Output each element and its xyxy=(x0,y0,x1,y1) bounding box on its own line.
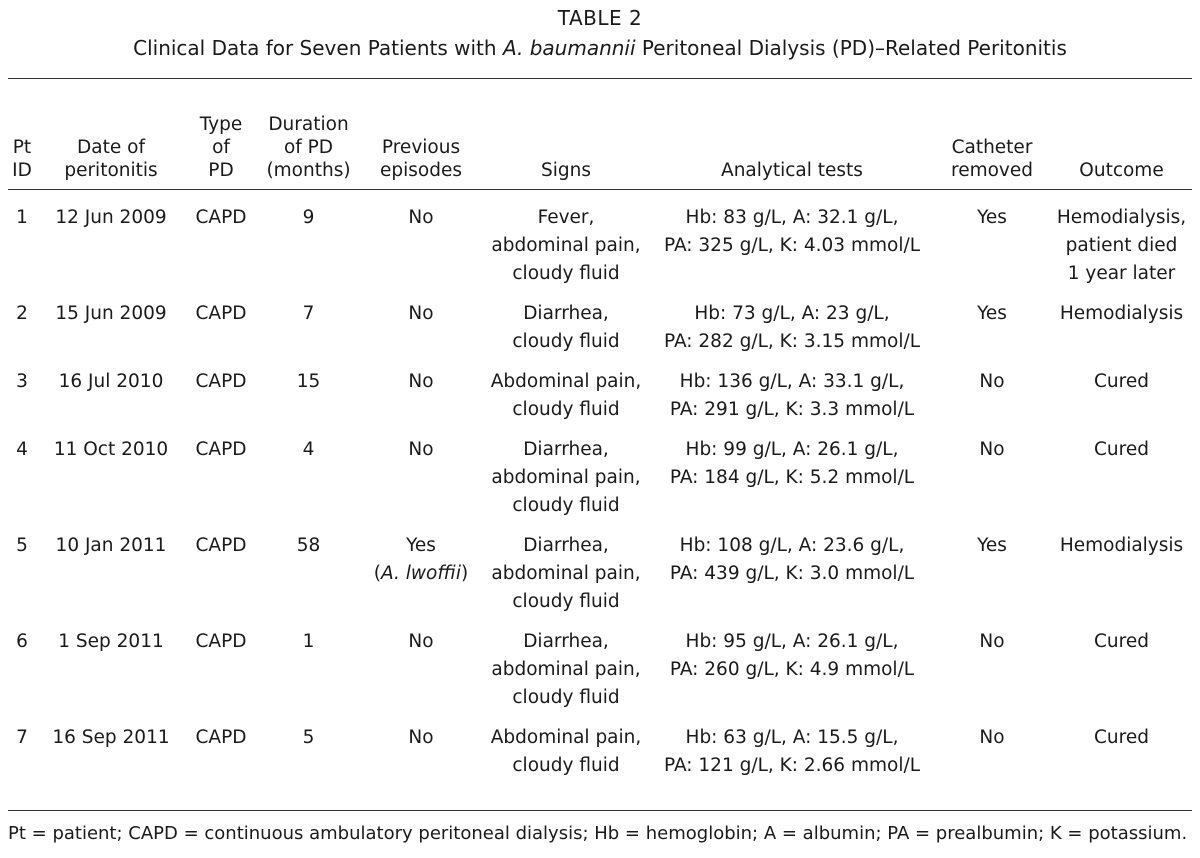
cell-duration: 7 xyxy=(302,303,315,324)
cell-type: CAPD xyxy=(195,371,247,392)
cell-tests: Hb: 136 g/L, A: 33.1 g/L, PA: 291 g/L, K: 3.3 mmol/L xyxy=(669,371,915,420)
cell-date: 15 Jun 2009 xyxy=(55,303,167,324)
cell-duration: 4 xyxy=(302,439,315,460)
cell-pt-id: 5 xyxy=(16,535,28,556)
table-row xyxy=(8,368,1192,436)
cell-signs: Abdominal pain, cloudy fluid xyxy=(490,371,642,420)
cell-tests: Hb: 73 g/L, A: 23 g/L, PA: 282 g/L, K: 3.15 mmol/L xyxy=(663,303,920,352)
cell-tests: Hb: 95 g/L, A: 26.1 g/L, PA: 260 g/L, K: 4.9 mmol/L xyxy=(669,631,915,680)
cell-pt-id: 4 xyxy=(16,439,28,460)
previous-organism: A. lwoffii xyxy=(381,563,461,584)
col-header-tests: Analytical tests xyxy=(721,160,863,181)
cell-catheter: No xyxy=(979,727,1005,748)
bottom-rule xyxy=(8,810,1192,811)
cell-pt-id: 6 xyxy=(16,631,28,652)
col-header-outcome: Outcome xyxy=(1079,160,1164,181)
cell-duration: 5 xyxy=(302,727,315,748)
cell-date: 10 Jan 2011 xyxy=(55,535,167,556)
cell-tests: Hb: 108 g/L, A: 23.6 g/L, PA: 439 g/L, K: 3.0 mmol/L xyxy=(669,535,915,584)
cell-previous: No xyxy=(408,303,434,324)
cell-type: CAPD xyxy=(195,631,247,652)
col-header-pt-id: Pt ID xyxy=(12,137,32,181)
cell-date: 11 Oct 2010 xyxy=(53,439,169,460)
caption-organism: A. baumannii xyxy=(502,36,636,60)
cell-date: 1 Sep 2011 xyxy=(58,631,164,652)
header-row xyxy=(8,90,1192,182)
cell-type: CAPD xyxy=(195,207,247,228)
cell-date: 12 Jun 2009 xyxy=(55,207,167,228)
table-footnote: Pt = patient; CAPD = continuous ambulatory peritoneal dialysis; Hb = hemoglobin; A = albumin; PA = prealbumin; K = potassium. xyxy=(8,823,1188,844)
caption-text-end: Peritoneal Dialysis (PD)–Related Peritonitis xyxy=(635,36,1067,60)
table-row xyxy=(8,532,1192,628)
col-header-previous: Previous episodes xyxy=(380,137,462,181)
table-row xyxy=(8,300,1192,368)
cell-tests: Hb: 63 g/L, A: 15.5 g/L, PA: 121 g/L, K: 2.66 mmol/L xyxy=(663,727,920,776)
cell-date: 16 Sep 2011 xyxy=(52,727,170,748)
cell-catheter: Yes xyxy=(977,303,1007,324)
cell-pt-id: 1 xyxy=(16,207,28,228)
cell-previous: No xyxy=(408,439,434,460)
table-row xyxy=(8,436,1192,532)
clinical-data-table xyxy=(8,90,1192,792)
cell-catheter: No xyxy=(979,631,1005,652)
cell-outcome: Cured xyxy=(1094,727,1149,748)
cell-date: 16 Jul 2010 xyxy=(58,371,164,392)
caption-text: Clinical Data for Seven Patients with xyxy=(133,36,503,60)
cell-outcome: Hemodialysis xyxy=(1059,303,1184,324)
cell-outcome: Cured xyxy=(1094,439,1149,460)
cell-signs: Diarrhea, cloudy fluid xyxy=(512,303,620,352)
cell-type: CAPD xyxy=(195,439,247,460)
cell-type: CAPD xyxy=(195,303,247,324)
cell-previous: Yes (A. lwoffii) xyxy=(373,535,469,584)
table-row xyxy=(8,724,1192,792)
cell-pt-id: 2 xyxy=(16,303,28,324)
cell-type: CAPD xyxy=(195,727,247,748)
cell-outcome: Hemodialysis, patient died 1 year later xyxy=(1056,207,1187,284)
cell-catheter: Yes xyxy=(977,535,1007,556)
col-header-signs: Signs xyxy=(541,160,591,181)
cell-duration: 15 xyxy=(296,371,321,392)
cell-previous: No xyxy=(408,631,434,652)
cell-outcome: Cured xyxy=(1094,371,1149,392)
cell-type: CAPD xyxy=(195,535,247,556)
cell-signs: Diarrhea, abdominal pain, cloudy fluid xyxy=(491,439,641,516)
cell-pt-id: 3 xyxy=(16,371,28,392)
cell-previous: No xyxy=(408,207,434,228)
cell-duration: 1 xyxy=(302,631,315,652)
table-row xyxy=(8,182,1192,300)
col-header-date: Date of peritonitis xyxy=(64,137,158,181)
cell-tests: Hb: 99 g/L, A: 26.1 g/L, PA: 184 g/L, K: 5.2 mmol/L xyxy=(669,439,915,488)
cell-signs: Diarrhea, abdominal pain, cloudy fluid xyxy=(491,535,641,612)
cell-duration: 9 xyxy=(302,207,315,228)
cell-tests: Hb: 83 g/L, A: 32.1 g/L, PA: 325 g/L, K: 4.03 mmol/L xyxy=(663,207,920,256)
top-rule xyxy=(8,78,1192,79)
cell-pt-id: 7 xyxy=(16,727,28,748)
cell-signs: Diarrhea, abdominal pain, cloudy fluid xyxy=(491,631,641,708)
cell-previous: No xyxy=(408,371,434,392)
table-row xyxy=(8,628,1192,724)
table-caption xyxy=(0,36,1200,60)
col-header-type: Type of PD xyxy=(199,114,243,181)
cell-outcome: Hemodialysis xyxy=(1059,535,1184,556)
col-header-catheter: Catheter removed xyxy=(951,137,1033,181)
cell-catheter: No xyxy=(979,371,1005,392)
table-label: TABLE 2 xyxy=(557,6,643,30)
cell-catheter: Yes xyxy=(977,207,1007,228)
cell-duration: 58 xyxy=(296,535,321,556)
col-header-duration: Duration of PD (months) xyxy=(266,114,351,181)
cell-signs: Abdominal pain, cloudy fluid xyxy=(490,727,642,776)
cell-catheter: No xyxy=(979,439,1005,460)
cell-signs: Fever, abdominal pain, cloudy fluid xyxy=(491,207,641,284)
cell-previous: No xyxy=(408,727,434,748)
cell-outcome: Cured xyxy=(1094,631,1149,652)
